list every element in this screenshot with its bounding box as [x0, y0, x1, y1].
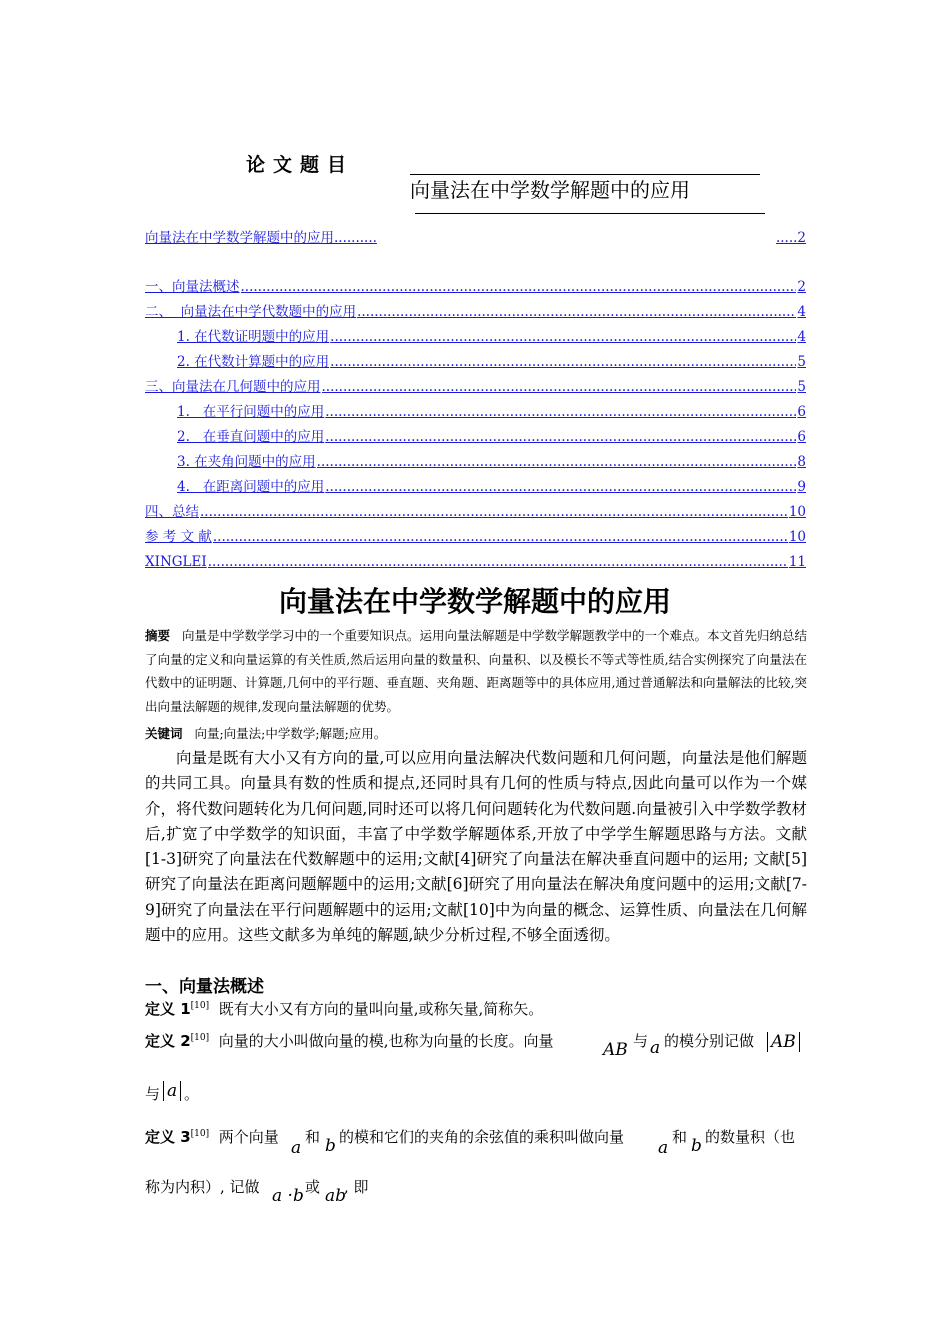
toc-link-section-3-1[interactable]: [177, 402, 806, 420]
toc-entry-text: 二、 向量法在中学代数题中的应用: [145, 304, 357, 320]
toc-entry-page: 8: [797, 454, 806, 470]
toc-leader: [213, 529, 788, 545]
keywords-text: 向量;向量法;中学数学;解题;应用。: [194, 726, 387, 741]
toc-entry-text: 三、向量法在几何题中的应用: [145, 379, 321, 395]
norm-a: a: [163, 1081, 181, 1101]
vector-b: b: [325, 1136, 336, 1156]
toc-entry-text: 2. 在代数计算题中的应用: [177, 354, 330, 370]
toc-entry-page: 4: [797, 329, 806, 345]
def-text: 和: [672, 1128, 688, 1146]
toc-entry-page: 11: [788, 554, 806, 570]
def-text: 或: [305, 1178, 321, 1196]
def-text: 两个向量: [218, 1128, 279, 1146]
abstract-text: 向量是中学数学学习中的一个重要知识点。运用向量法解题是中学数学解题教学中的一个难点。本文首先归纳总结了向量的定义和向量运算的有关性质,然后运用向量的数量积、向量积、以及模长不等式等性质,结合实例探究了向量法在代数中的证明题、计算题,几何中的平行题、垂直题、夹角题、距离题等中的具体应用,通过普通解法和向量解法的比较,突出向量法解题的规律,发现向量法解题的优势。: [145, 628, 807, 714]
intro-paragraph: 向量是既有大小又有方向的量,可以应用向量法解决代数问题和几何问题，向量法是他们解题的共同工具。向量具有数的性质和提点,还同时具有几何的性质与特点,因此向量可以作为一个媒介，将代数问题转化为几何问题,同时还可以将几何问题转化为代数问题.向量被引入中学数学教材后,扩宽了中学数学的知识面，丰富了中学数学解题体系,开放了中学学生解题思路与方法。文献[1-3]研究了向量法在代数解题中的运用;文献[4]研究了向量法在解决垂直问题中的运用; 文献[5]研究了向量法在距离问题解题中的运用;文献[6]研究了用向量法在解决角度问题中的运用;文献[7-9]研究了向量法在平行问题解题中的运用;文献[10]中为向量的概念、运算性质、向量法在几何解题中的应用。这些文献多为单纯的解题,缺少分析过程,不够全面透彻。: [145, 749, 807, 945]
toc-link-section-4[interactable]: [145, 502, 806, 520]
toc-leader: [325, 429, 796, 445]
vector-a: a: [658, 1138, 669, 1158]
vector-b: b: [691, 1136, 702, 1156]
toc-leader: [330, 354, 796, 370]
toc-entry-page: 5: [797, 379, 806, 395]
toc-entry-page: 2: [797, 279, 806, 295]
def-text: 向量的大小叫做向量的模,也称为向量的长度。向量: [218, 1032, 554, 1050]
toc-link-section-3[interactable]: [145, 377, 806, 395]
toc-link-section-3-3[interactable]: [177, 452, 806, 470]
toc-leader: [325, 404, 796, 420]
def-text: 与: [145, 1085, 161, 1103]
toc-entry-text: 2. 在垂直问题中的应用: [177, 429, 325, 445]
definition-1: [145, 998, 543, 1019]
dot-product: a ·b: [272, 1186, 304, 1206]
toc-entry-text: 四、总结: [145, 504, 199, 520]
toc-entry-text: 4. 在距离问题中的应用: [177, 479, 325, 495]
abstract: [145, 624, 807, 718]
def-text: 和: [305, 1128, 321, 1146]
toc-entry-page: .....2: [775, 230, 806, 246]
inner-product: ab: [325, 1186, 347, 1206]
title-underline-bottom: [415, 213, 765, 214]
vector-ab: AB: [603, 1040, 628, 1060]
def-label: 定义 3: [145, 1128, 191, 1146]
def-label: 定义 1: [145, 1000, 191, 1018]
def-text: , 即: [344, 1178, 369, 1196]
toc-leader: [317, 454, 797, 470]
toc-entry-text: 一、向量法概述: [145, 279, 240, 295]
toc-entry-page: 6: [797, 429, 806, 445]
def-text: 既有大小又有方向的量叫向量,或称矢量,简称矢。: [218, 1000, 544, 1018]
def-text: 的模分别记做: [664, 1032, 755, 1050]
keywords: [145, 722, 807, 746]
toc-entry-page: 4: [797, 304, 806, 320]
toc-entry-page: 10: [788, 504, 806, 520]
toc-leader: [330, 329, 796, 345]
citation-ref: [10]: [190, 1001, 210, 1011]
toc-link-references[interactable]: [145, 527, 806, 545]
toc-link-section-3-2[interactable]: [177, 427, 806, 445]
toc-link-section-3-4[interactable]: [177, 477, 806, 495]
toc-leader: [208, 554, 788, 570]
document-title: 向量法在中学数学解题中的应用: [278, 585, 671, 618]
citation-ref: [10]: [190, 1129, 210, 1139]
toc-entry-text: 1. 在平行问题中的应用: [177, 404, 325, 420]
toc-entry-page: 9: [797, 479, 806, 495]
keywords-label: 关键词: [145, 726, 183, 741]
vector-a: a: [291, 1138, 302, 1158]
toc-leader: [325, 479, 796, 495]
def-text: 的模和它们的夹角的余弦值的乘积叫做向量: [339, 1128, 625, 1146]
def-text: 称为内积）, 记做: [145, 1178, 260, 1196]
toc-leader: [357, 304, 796, 320]
toc-leader: [322, 379, 797, 395]
definition-3: [145, 1126, 279, 1147]
toc-link-xinglei[interactable]: [145, 552, 806, 570]
toc-link-section-2-1[interactable]: [177, 327, 806, 345]
toc-link-title[interactable]: [145, 228, 806, 246]
toc-entry-text: XINGLEI: [145, 554, 207, 570]
section-heading-1: 一、向量法概述: [145, 977, 264, 997]
abstract-label: 摘要: [145, 628, 171, 643]
toc-leader: [200, 504, 788, 520]
toc-link-section-2-2[interactable]: [177, 352, 806, 370]
toc-leader: [241, 279, 797, 295]
thesis-title-label: 论文题目: [246, 154, 355, 176]
citation-ref: [10]: [190, 1033, 210, 1043]
vector-a: a: [650, 1038, 661, 1058]
toc-entry-text: 参 考 文 献: [145, 529, 212, 545]
toc-link-section-1[interactable]: [145, 277, 806, 295]
def-text: 。: [184, 1085, 200, 1103]
toc-entry-text: 3. 在夹角问题中的应用: [177, 454, 316, 470]
def-text: 与: [633, 1032, 649, 1050]
thesis-title-value: 向量法在中学数学解题中的应用: [410, 178, 690, 202]
toc-entry-text: 1. 在代数证明题中的应用: [177, 329, 330, 345]
def-label: 定义 2: [145, 1032, 191, 1050]
toc-entry-page: 10: [788, 529, 806, 545]
toc-entry-page: 6: [797, 404, 806, 420]
toc-link-section-2[interactable]: [145, 302, 806, 320]
toc-entry-text: 向量法在中学数学解题中的应用..........: [145, 230, 377, 246]
toc-entry-page: 5: [797, 354, 806, 370]
norm-ab: AB: [767, 1032, 800, 1052]
def-text: 的数量积（也: [705, 1128, 796, 1146]
